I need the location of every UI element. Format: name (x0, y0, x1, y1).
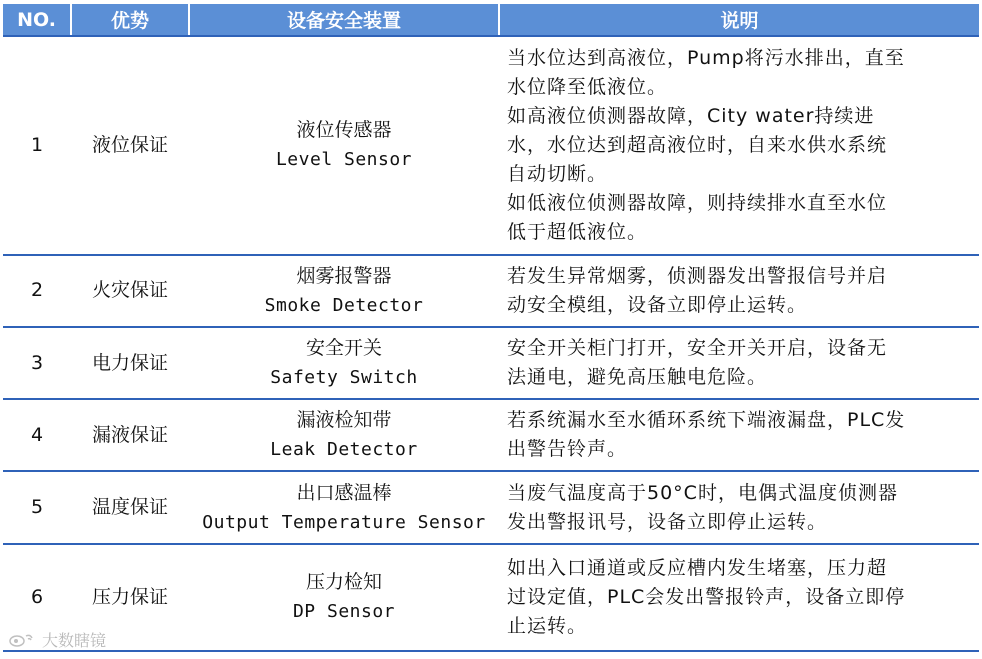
description-line: 水，水位达到超高液位时，自来水供水系统 (507, 133, 888, 156)
description-line: 过设定值，PLC会发出警报铃声，设备立即停 (507, 585, 906, 608)
weibo-logo-icon (8, 632, 38, 648)
row-description (499, 544, 979, 651)
watermark (8, 628, 106, 651)
header-description: 说明 (499, 4, 979, 36)
row-advantage: 漏液保证 (71, 399, 189, 471)
row-device (189, 544, 499, 651)
table-row (3, 36, 979, 255)
description-line: 当水位达到高液位，Pump将污水排出，直至 (507, 46, 905, 69)
description-line: 法通电，避免高压触电危险。 (507, 366, 768, 389)
row-description (499, 327, 979, 399)
safety-devices-table (3, 4, 979, 652)
row-description (499, 471, 979, 543)
row-advantage: 火灾保证 (71, 255, 189, 327)
description-line: 若发生异常烟雾，侦测器发出警报信号并启 (507, 264, 888, 287)
header-no: NO. (3, 4, 71, 36)
watermark-text: 大数瞎镜 (42, 631, 107, 650)
device-name-cn: 出口感温棒 (296, 481, 392, 504)
row-device (189, 399, 499, 471)
device-name-en: DP Sensor (292, 601, 396, 623)
device-name-cn: 压力检知 (305, 571, 382, 594)
row-number: 3 (3, 327, 71, 399)
description-line: 如高液位侦测器故障，City water持续进 (507, 104, 875, 127)
description-line: 止运转。 (507, 614, 588, 637)
row-description (499, 36, 979, 255)
row-device (189, 36, 499, 255)
device-name-en: Level Sensor (275, 149, 413, 171)
row-number: 2 (3, 255, 71, 327)
description-line: 安全开关柜门打开，安全开关开启，设备无 (507, 337, 888, 360)
description-line: 出警告铃声。 (507, 438, 628, 461)
device-name-en: Leak Detector (270, 439, 418, 461)
header-advantage: 优势 (71, 4, 189, 36)
row-device (189, 327, 499, 399)
device-name-cn: 液位传感器 (296, 119, 392, 142)
row-advantage: 电力保证 (71, 327, 189, 399)
row-number: 5 (3, 471, 71, 543)
device-name-en: Safety Switch (270, 367, 418, 389)
device-name-cn: 安全开关 (305, 337, 382, 360)
row-device (189, 471, 499, 543)
description-line: 动安全模组，设备立即停止运转。 (507, 293, 808, 316)
device-name-en: Smoke Detector (264, 294, 424, 316)
description-line: 低于超低液位。 (507, 220, 648, 243)
table-row (3, 255, 979, 327)
row-number: 6 (3, 544, 71, 651)
row-number: 1 (3, 36, 71, 255)
table-row (3, 399, 979, 471)
device-name-cn: 烟雾报警器 (296, 264, 392, 287)
device-name-en: Output Temperature Sensor (202, 511, 486, 533)
description-line: 如出入口通道或反应槽内发生堵塞，压力超 (507, 556, 888, 579)
row-number: 4 (3, 399, 71, 471)
header-device: 设备安全装置 (189, 4, 499, 36)
description-line: 若系统漏水至水循环系统下端液漏盘，PLC发 (507, 409, 906, 432)
table-row (3, 471, 979, 543)
row-advantage: 液位保证 (71, 36, 189, 255)
row-device (189, 255, 499, 327)
row-description (499, 399, 979, 471)
row-advantage: 温度保证 (71, 471, 189, 543)
description-line: 当废气温度高于50°C时，电偶式温度侦测器 (507, 481, 898, 504)
description-line: 自动切断。 (507, 162, 608, 185)
description-line: 水位降至低液位。 (507, 75, 668, 98)
table-row (3, 544, 979, 651)
device-name-cn: 漏液检知带 (296, 409, 392, 432)
row-advantage: 压力保证 (71, 544, 189, 651)
row-description (499, 255, 979, 327)
description-line: 如低液位侦测器故障，则持续排水直至水位 (507, 191, 888, 214)
description-line: 发出警报讯号，设备立即停止运转。 (507, 510, 828, 533)
table-row (3, 327, 979, 399)
header-row (3, 4, 979, 36)
